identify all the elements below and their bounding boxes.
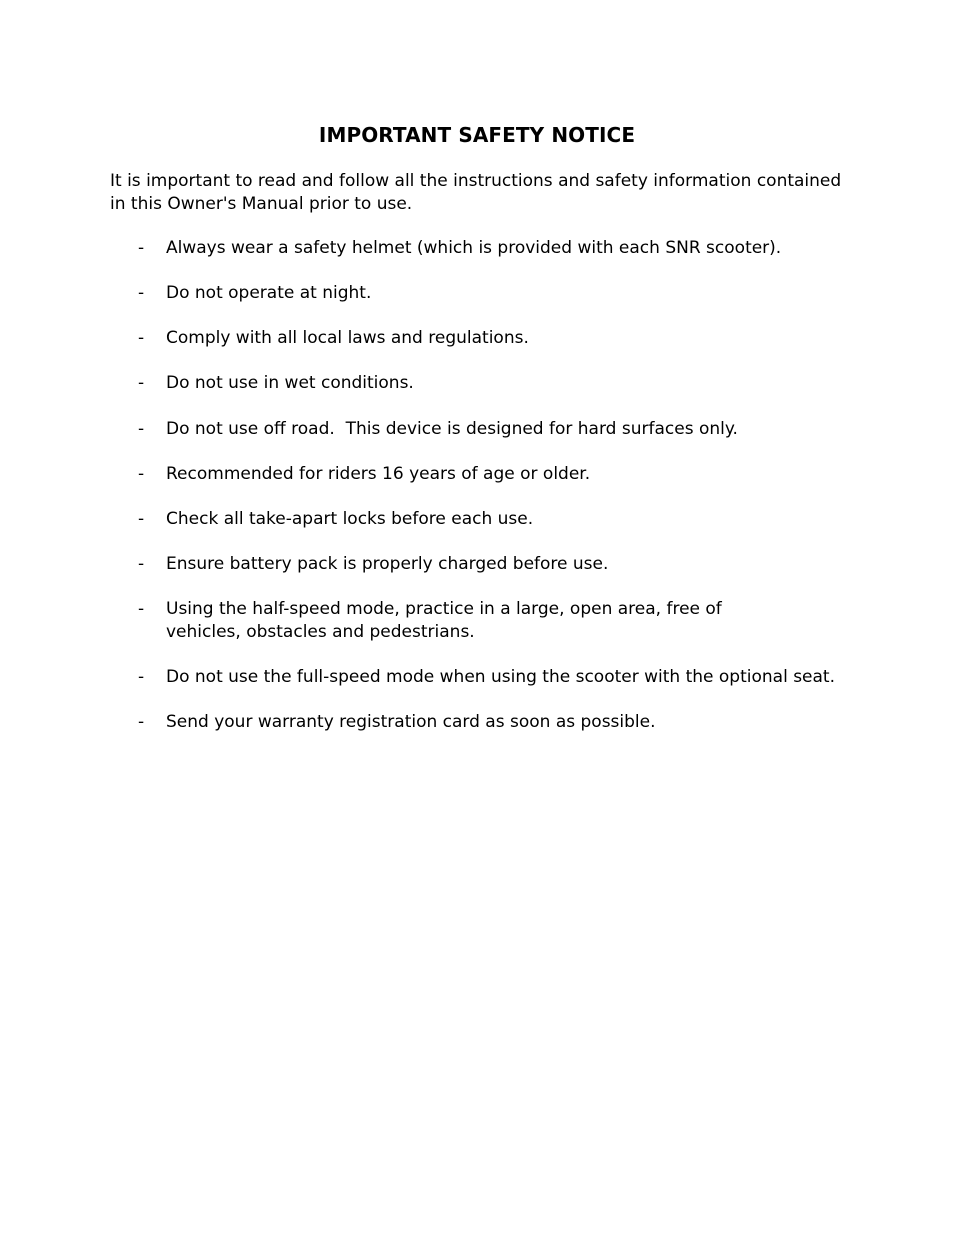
list-item-text: Always wear a safety helmet (which is provided with each SNR scooter). xyxy=(166,238,782,258)
bullet-marker: - xyxy=(138,328,145,348)
list-item-text: Do not use off road. This device is designed for hard surfaces only. xyxy=(166,419,738,439)
list-item-text: Send your warranty registration card as soon as possible. xyxy=(166,712,656,732)
list-item-text: Recommended for riders 16 years of age or older. xyxy=(166,464,591,484)
list-item-text: Using the half-speed mode, practice in a large, open area, free of vehicles, obstacles and pedestrians. xyxy=(166,599,722,642)
list-item-text: Check all take-apart locks before each use. xyxy=(166,509,534,529)
bullet-marker: - xyxy=(138,509,145,529)
intro-paragraph: It is important to read and follow all the instructions and safety information contained in this Owner's Manual prior to use. xyxy=(110,171,842,214)
bullet-marker: - xyxy=(138,712,145,732)
list-item-text: Ensure battery pack is properly charged before use. xyxy=(166,554,609,574)
list-item-text: Do not use the full-speed mode when using the scooter with the optional seat. xyxy=(166,667,835,687)
bullet-marker: - xyxy=(138,373,145,393)
bullet-marker: - xyxy=(138,464,145,484)
bullet-marker: - xyxy=(138,667,145,687)
list-item-text: Comply with all local laws and regulations. xyxy=(166,328,529,348)
bullet-marker: - xyxy=(138,599,145,619)
list-item-text: Do not operate at night. xyxy=(166,283,372,303)
bullet-marker: - xyxy=(138,554,145,574)
list-item-text: Do not use in wet conditions. xyxy=(166,373,414,393)
bullet-marker: - xyxy=(138,419,145,439)
bullet-marker: - xyxy=(138,238,145,258)
page-title: IMPORTANT SAFETY NOTICE xyxy=(318,123,636,147)
bullet-marker: - xyxy=(138,283,145,303)
